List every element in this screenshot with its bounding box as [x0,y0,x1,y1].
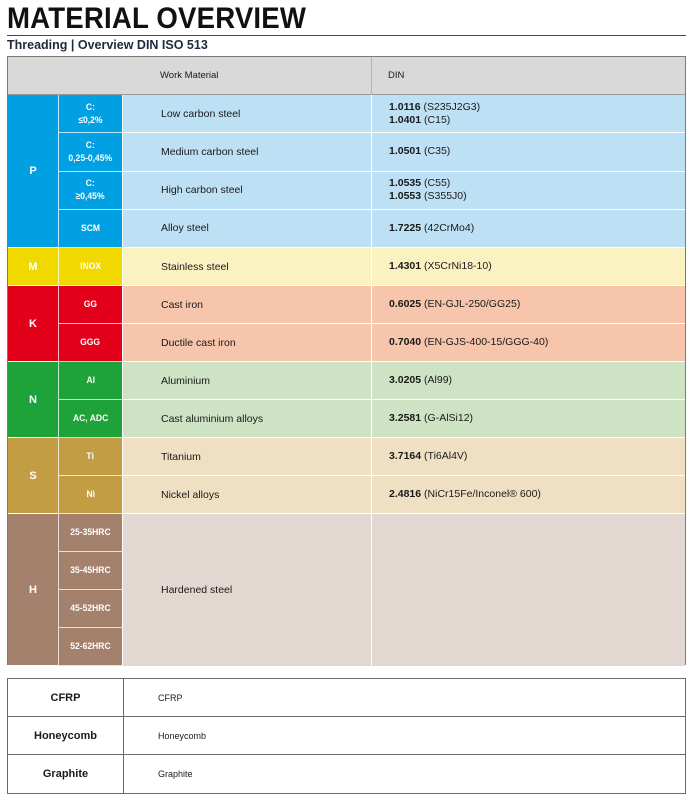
work-material-cell: Cast iron [122,286,371,324]
din-cell [371,286,685,324]
group-letter: M [8,248,58,286]
header-work-material: Work Material [160,70,219,81]
other-material-row [8,717,685,755]
material-group-k [8,286,685,362]
work-material-cell: High carbon steel [122,172,371,210]
din-entry: 1.0401 (C15) [389,113,451,126]
din-cell [371,324,685,362]
subgroup-label: 25-35HRC [58,514,122,552]
din-entry: 1.0116 (S235J2G3) [389,100,481,113]
din-entry: 3.2581 (G-AlSi12) [389,412,474,424]
other-material-row [8,755,685,793]
subgroup-label: C: 0,25-0,45% [58,133,122,171]
group-letter: K [8,286,58,362]
group-letter: S [8,438,58,514]
subgroup-label: AC, ADC [58,400,122,438]
other-material-value: Graphite [158,769,193,779]
din-cell [371,172,685,210]
other-material-value: CFRP [158,692,183,703]
work-material-cell: Titanium [122,438,371,476]
subgroup-label: C: ≥0,45% [58,172,122,210]
din-entry: 1.7225 (42CrMo4) [389,221,475,234]
subgroup-label: 45-52HRC [58,590,122,628]
din-entry: 3.7164 (Ti6Al4V) [389,450,468,462]
din-cell [371,95,685,133]
work-material-cell: Ductile cast iron [122,324,371,362]
material-table [7,56,686,665]
din-cell [371,400,685,438]
other-material-label: Honeycomb [8,717,124,754]
work-material-cell: Cast aluminium alloys [122,400,371,438]
subgroup-label: Ni [58,476,122,514]
group-letter: N [8,362,58,438]
other-material-label: Graphite [8,755,124,793]
subgroup-label: SCM [58,210,122,248]
din-entry: 1.4301 (X5CrNi18-10) [389,260,492,272]
din-cell [371,362,685,400]
work-material-cell: Stainless steel [122,248,371,286]
din-entry: 1.0553 (S355J0) [389,190,467,203]
din-cell [371,133,685,171]
subgroup-label: INOX [58,248,122,286]
din-cell [371,248,685,286]
din-entry: 2.4816 (NiCr15Fe/Inconel® 600) [389,488,541,500]
din-cell [371,210,685,248]
material-group-n [8,362,685,438]
page-subtitle: Threading | Overview DIN ISO 513 [7,38,208,52]
subgroup-label: Ti [58,438,122,476]
din-entry: 1.0501 (C35) [389,145,451,158]
work-material-cell: Low carbon steel [122,95,371,133]
other-material-value: Honeycomb [158,730,207,741]
subgroup-label: C: ≤0,2% [58,95,122,133]
subgroup-label: GG [58,286,122,324]
subgroup-label: 52-62HRC [58,628,122,666]
table-header [8,57,685,95]
other-material-row [8,679,685,717]
din-cell [371,514,685,666]
work-material-cell: Aluminium [122,362,371,400]
page-title: MATERIAL OVERVIEW [7,2,307,35]
din-cell [371,476,685,514]
title-divider [7,35,686,36]
din-cell [371,438,685,476]
din-entry: 1.0535 (C55) [389,177,451,190]
group-letter: H [8,514,58,666]
work-material-cell: Medium carbon steel [122,133,371,171]
subgroup-label: GGG [58,324,122,362]
header-din: DIN [388,70,405,81]
subgroup-label: Al [58,362,122,400]
work-material-cell: Nickel alloys [122,476,371,514]
work-material-cell: Hardened steel [122,514,371,666]
subgroup-label: 35-45HRC [58,552,122,590]
material-group-h [8,514,685,666]
group-letter: P [8,95,58,248]
material-group-m [8,248,685,286]
material-group-p [8,95,685,248]
din-entry: 0.6025 (EN-GJL-250/GG25) [389,298,521,310]
other-material-label: CFRP [8,679,124,716]
work-material-cell: Alloy steel [122,210,371,248]
other-materials-table [7,678,686,794]
din-entry: 3.0205 (Al99) [389,374,453,386]
din-entry: 0.7040 (EN-GJS-400-15/GGG-40) [389,336,549,348]
material-group-s [8,438,685,514]
header-divider [371,57,372,95]
